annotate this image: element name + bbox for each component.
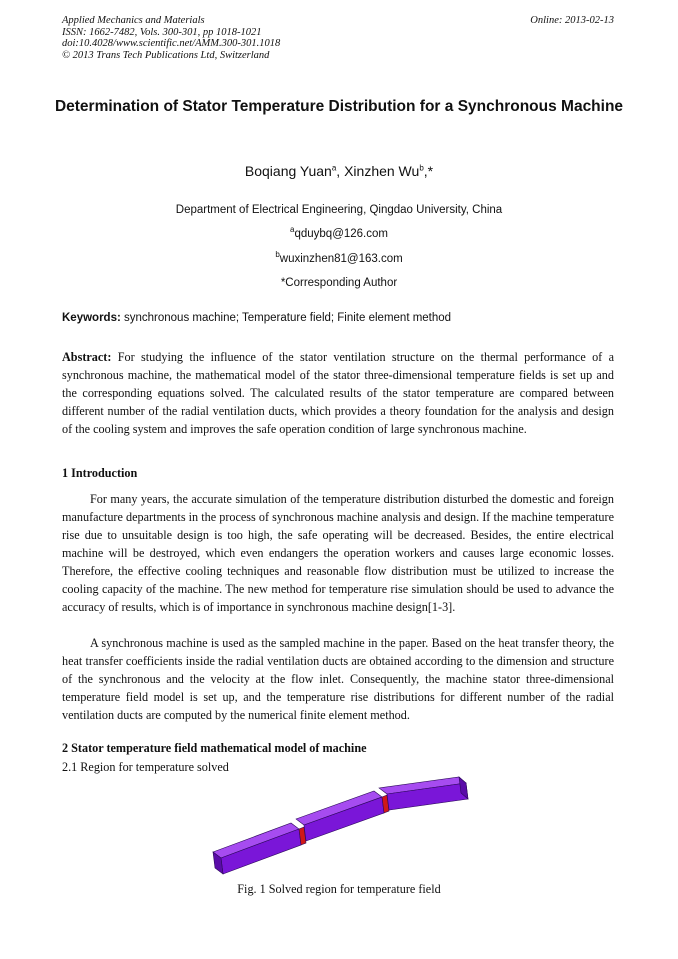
doi-line: doi:10.4028/www.scientific.net/AMM.300-301.1018 <box>62 38 281 49</box>
subsection-2-1-heading: 2.1 Region for temperature solved <box>62 760 229 774</box>
paper-title: Determination of Stator Temperature Distribution for a Synchronous Machine <box>54 98 624 115</box>
journal-header <box>62 15 614 61</box>
section-1-heading: 1 Introduction <box>62 466 138 480</box>
intro-paragraph-1: For many years, the accurate simulation of the temperature distribution disturbed the domestic and foreign manufacture departments in the process of synchronous machine analysis and design. If the machine temperature rise due to unsuitable design is too high, the safe operating will be decreased. Besides, the entire electrical machine will be destroyed, which even endangers the operation workers and causes large economic losses. Therefore, the effective cooling techniques and reasonable flow distribution must be utilized to increase the cooling capacity of the machine. The new method for temperature rise simulation should be used to advance the accuracy of results, which is of importance in synchronous machine design[1-3]. <box>62 492 614 614</box>
issn-line: ISSN: 1662-7482, Vols. 300-301, pp 1018-1021 <box>62 26 262 38</box>
abstract-label: Abstract: <box>62 350 112 364</box>
email-b-address[interactable]: wuxinzhen81@163.com <box>279 253 403 265</box>
keywords-label: Keywords: <box>62 312 121 324</box>
journal-name: Applied Mechanics and Materials <box>62 15 205 26</box>
author-1-name: Boqiang Yuan <box>244 163 332 179</box>
section-2-heading: 2 Stator temperature field mathematical model of machine <box>62 741 367 755</box>
stator-segment-3 <box>379 777 468 810</box>
email-b <box>0 250 678 265</box>
author-2-suffix: ,* <box>423 163 434 179</box>
email-a <box>0 225 678 240</box>
keywords <box>62 312 614 324</box>
figure-caption: Fig. 1 Solved region for temperature field <box>237 882 441 896</box>
author-line <box>0 163 678 179</box>
email-b-sup: b <box>275 250 280 260</box>
intro-paragraph-2: A synchronous machine is used as the sampled machine in the paper. Based on the heat transfer theory, the heat transfer coefficients inside the radial ventilation ducts are obtained according to the dimension and structure of the synchronous and the velocity at the flow inlet. Consequently, the machine stator three-dimensional temperature field model is set up, and the temperature rise distributions for different number of the radial ventilation ducts are computed by the numerical finite element method. <box>62 636 614 722</box>
keywords-text: synchronous machine; Temperature field; Finite element method <box>120 312 452 324</box>
stator-segment-2 <box>296 791 384 841</box>
stator-region-figure <box>200 775 500 885</box>
email-a-address[interactable]: qduybq@126.com <box>294 228 388 240</box>
online-date: Online: 2013-02-13 <box>530 15 614 26</box>
abstract <box>62 348 614 438</box>
copyright-line: © 2013 Trans Tech Publications Ltd, Switzerland <box>62 49 270 61</box>
stator-segment-1 <box>213 823 301 874</box>
corresponding-author: *Corresponding Author <box>280 277 398 289</box>
author-separator: , <box>336 163 345 179</box>
abstract-text: For studying the influence of the stator ventilation structure on the thermal performance of a synchronous machine, the mathematical model of the stator three-dimensional temperature fields is set up and the corresponding equations solved. The calculated results of the stator temperature are compared between different number of the radial ventilation ducts, which provides a theory foundation for the analysis and design of the cooling system and improves the safe operation condition of large synchronous machine. <box>62 350 614 436</box>
author-2-sup: b <box>419 163 424 173</box>
author-1-sup: a <box>331 163 337 173</box>
author-2-name: Xinzhen Wu <box>344 163 420 179</box>
affiliation: Department of Electrical Engineering, Qingdao University, China <box>175 204 503 216</box>
email-a-sup: a <box>290 225 295 235</box>
